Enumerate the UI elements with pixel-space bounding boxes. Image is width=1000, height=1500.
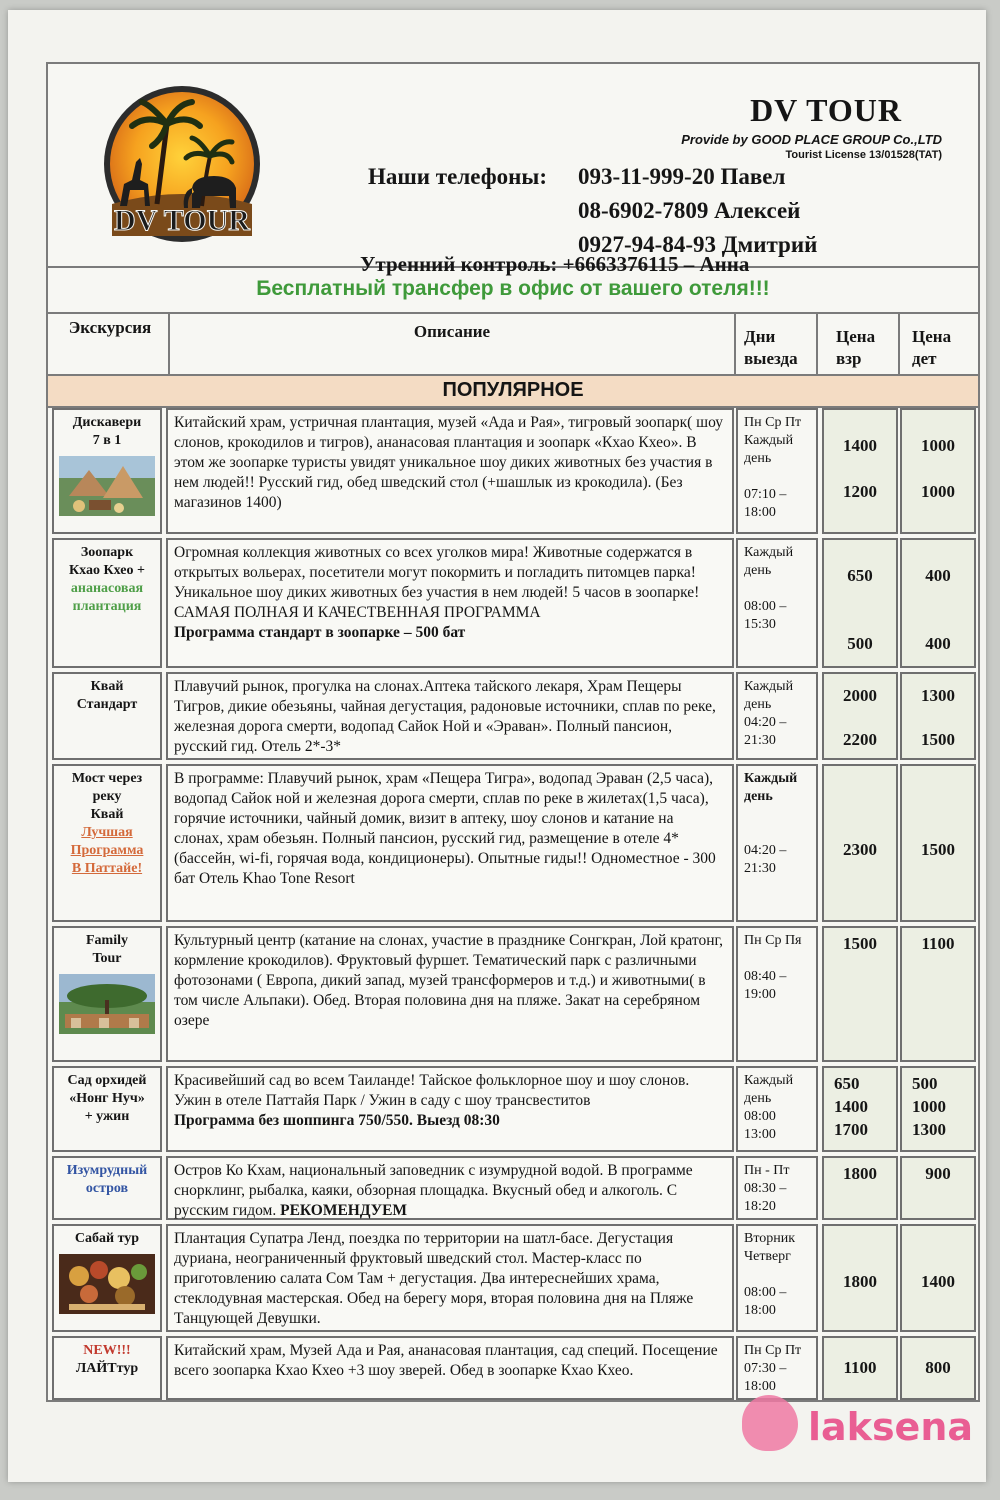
tour-description-extra: Программа стандарт в зоопарке – 500 бат bbox=[174, 624, 466, 641]
col-excursion: Экскурсия bbox=[52, 312, 170, 378]
tour-description: Остров Ко Кхам, национальный заповедник с изумрудной водой. В программе снорклинг, рыбалка, каяки, обзорная площадка. Вкусный обед и алкоголь. С русским гидом. РЕКОМЕНДУЕМ bbox=[166, 1156, 734, 1220]
brand-title: DV TOUR bbox=[750, 92, 902, 128]
price-child: 1100 bbox=[900, 926, 976, 1062]
price-child: 1400 bbox=[900, 1224, 976, 1332]
price-sheet bbox=[46, 62, 980, 1402]
tour-days: Пн - Пт 08:30 – 18:20 bbox=[736, 1156, 818, 1220]
tour-name: Зоопарк Кхао Кхео + ананасовая плантация bbox=[52, 538, 162, 668]
tour-days: Каждый день 08:00 – 15:30 bbox=[736, 538, 818, 668]
tour-name: Дискавери 7 в 1 bbox=[52, 408, 162, 534]
phone-pavel: 093-11-999-20 Павел bbox=[578, 164, 786, 189]
col-description: Описание bbox=[170, 312, 736, 378]
tour-row-kwai-bridge bbox=[48, 760, 978, 922]
tour-row-nong-nooch bbox=[48, 1062, 978, 1152]
sabai-tour-photo bbox=[59, 1254, 155, 1314]
dv-tour-logo bbox=[82, 84, 282, 259]
tour-description: Плантация Супатра Ленд, поездка по территории на шатл-басе. Дегустация дуриана, неограниченный фруктовый шведский стол. Мастер-класс по приготовлению салата Сом Там + дегустация. Два интереснейших храма, стеклодувная мастерская. Обед на берегу моря, вторая половина дня на Пляже Танцующей Девушки. bbox=[166, 1224, 734, 1332]
tour-days: Пн Ср Пт Каждый день 07:10 – 18:00 bbox=[736, 408, 818, 534]
tour-name: Сад орхидей «Нонг Нуч» + ужин bbox=[52, 1066, 162, 1152]
tour-name: Мост через реку Квай Лучшая Программа В Паттайе! bbox=[52, 764, 162, 922]
price-adult: 1800 bbox=[822, 1156, 898, 1220]
col-adult: Цена взр bbox=[822, 312, 900, 378]
price-adult: 2000 2200 bbox=[822, 672, 898, 760]
price-adult: 1100 bbox=[822, 1336, 898, 1400]
leaflet-header bbox=[48, 64, 978, 276]
tour-name: NEW!!! ЛАЙТтур bbox=[52, 1336, 162, 1400]
phone-dmitry: 0927-94-84-93 Дмитрий bbox=[578, 232, 818, 257]
tour-row-sabai bbox=[48, 1220, 978, 1332]
col-child: Цена дет bbox=[912, 327, 952, 368]
tour-days: Каждый день 04:20 – 21:30 bbox=[736, 672, 818, 760]
tour-description: Культурный центр (катание на слонах, участие в празднике Сонгкран, Лой кратонг, кормление крокодилов). Фруктовый фуршет. Тематический парк с различными фотозонами ( Европа, дикий запад, музей трансформеров и т.д.) и животными( в том числе Альпаки). Обед. Вторая половина дня на пляже. Закат на серебряном озере bbox=[166, 926, 734, 1062]
tour-name: Сабай тур bbox=[52, 1224, 162, 1332]
price-child: 400 400 bbox=[900, 538, 976, 668]
discovery-photo bbox=[59, 456, 155, 516]
price-child: 900 bbox=[900, 1156, 976, 1220]
tour-description-extra: Программа без шоппинга 750/550. Выезд 08:30 bbox=[174, 1112, 500, 1129]
free-transfer-banner: Бесплатный трансфер в офис от вашего отеля!!! bbox=[48, 266, 978, 314]
watermark-flower-icon bbox=[742, 1395, 798, 1451]
section-popular: ПОПУЛЯРНОЕ bbox=[48, 374, 978, 408]
family-tour-photo bbox=[59, 974, 155, 1034]
price-child: 1000 1000 bbox=[900, 408, 976, 534]
logo-text: DV TOUR bbox=[114, 204, 250, 237]
price-adult: 1800 bbox=[822, 1224, 898, 1332]
phone-aleksey: 08-6902-7809 Алексей bbox=[578, 198, 801, 223]
morning-control: Утренний контроль: +6663376115 – Анна bbox=[360, 252, 750, 276]
tour-description: Красивейший сад во всем Таиланде! Тайское фольклорное шоу и шоу слонов. Ужин в отеле Паттайя Парк / Ужин в саду с шоу трансвеститов Программа без шоппинга 750/550. Выезд 08:30 bbox=[166, 1066, 734, 1152]
price-adult: 650 500 bbox=[822, 538, 898, 668]
price-adult: 2300 bbox=[822, 764, 898, 922]
recommend-label: РЕКОМЕНДУЕМ bbox=[280, 1202, 408, 1219]
tour-row-family bbox=[48, 922, 978, 1062]
tour-row-light bbox=[48, 1332, 978, 1400]
price-adult: 1500 bbox=[822, 926, 898, 1062]
tour-row-emerald-island bbox=[48, 1152, 978, 1220]
price-child: 800 bbox=[900, 1336, 976, 1400]
tour-days: Вторник Четверг 08:00 – 18:00 bbox=[736, 1224, 818, 1332]
phones-label: Наши телефоны: bbox=[368, 164, 547, 189]
tour-days: Пн Ср Пт 07:30 – 18:00 bbox=[736, 1336, 818, 1400]
tour-days: Каждый день 04:20 – 21:30 bbox=[736, 764, 818, 922]
tour-row-kwai-standard bbox=[48, 668, 978, 760]
price-child: 500 1000 1300 bbox=[900, 1066, 976, 1152]
col-days: Дни выезда bbox=[736, 312, 818, 378]
price-adult: 1400 1200 bbox=[822, 408, 898, 534]
tour-description: Китайский храм, Музей Ада и Рая, ананасовая плантация, сад специй. Посещение всего зоопарка Кхао Кхео +3 шоу зверей. Обед в зоопарке Кхао Кхео. bbox=[166, 1336, 734, 1400]
tour-name: Изумрудный остров bbox=[52, 1156, 162, 1220]
tour-row-discovery bbox=[48, 404, 978, 534]
brand-provider: Provide by GOOD PLACE GROUP Co.,LTD bbox=[681, 132, 942, 147]
tour-days: Пн Ср Пя 08:40 – 19:00 bbox=[736, 926, 818, 1062]
tour-description: Огромная коллекция животных со всех уголков мира! Животные содержатся в открытых вольерах, посетители могут покормить и погладить питомцев парка! Уникальное шоу диких животных без участия в нем людей! 5 часов в зоопарке! САМАЯ ПОЛНАЯ И КАЧЕСТВЕННАЯ ПРОГРАММА Программа стандарт в зоопарке – 500 бат bbox=[166, 538, 734, 668]
price-child: 1300 1500 bbox=[900, 672, 976, 760]
price-adult: 650 1400 1700 bbox=[822, 1066, 898, 1152]
tour-row-khao-kheo bbox=[48, 534, 978, 668]
leaflet-paper bbox=[8, 10, 986, 1482]
tour-days: Каждый день 08:00 13:00 bbox=[736, 1066, 818, 1152]
tour-name: Квай Стандарт bbox=[52, 672, 162, 760]
phone-list bbox=[368, 160, 817, 262]
price-child: 1500 bbox=[900, 764, 976, 922]
tour-description: Китайский храм, устричная плантация, музей «Ада и Рая», тигровый зоопарк( шоу слонов, крокодилов и тигров), ананасовая плантация и зоопарк «Кхао Кхео». В этом же зоопарке туристы увидят уникальное шоу диких животных без участия в нем людей!! Русский гид, обед шведский стол (+шашлык из крокодила). (Без магазинов 1400) bbox=[166, 408, 734, 534]
watermark: laksena bbox=[808, 1405, 974, 1449]
tour-name: Family Tour bbox=[52, 926, 162, 1062]
tour-description: Плавучий рынок, прогулка на слонах.Аптека тайского лекаря, Храм Пещеры Тигров, дикие обезьяны, чайная дегустация, радоновые источники, сплав по реке, железная дорога смерти, водопад Сайок Ной и «Эраван». Полный пансион, русский гид. Отель 2*-3* bbox=[166, 672, 734, 760]
tour-description: В программе: Плавучий рынок, храм «Пещера Тигра», водопад Эраван (2,5 часа), водопад Сайок ной и железная дорога смерти, сплав по реке в жилетах(1,5 часа), горячие источники, чайный домик, визит в аптеку, шоу слонов и катание на слонах, храм обезьян. Полный пансион, русский гид, размещение в отеле 4*(бассейн, wi-fi, горячая вода, кондиционеры). Опытные гиды!! Одноместное - 300 бат Отель Khao Tone Resort bbox=[166, 764, 734, 922]
brand-license: Tourist License 13/01528(TAT) bbox=[785, 149, 942, 161]
